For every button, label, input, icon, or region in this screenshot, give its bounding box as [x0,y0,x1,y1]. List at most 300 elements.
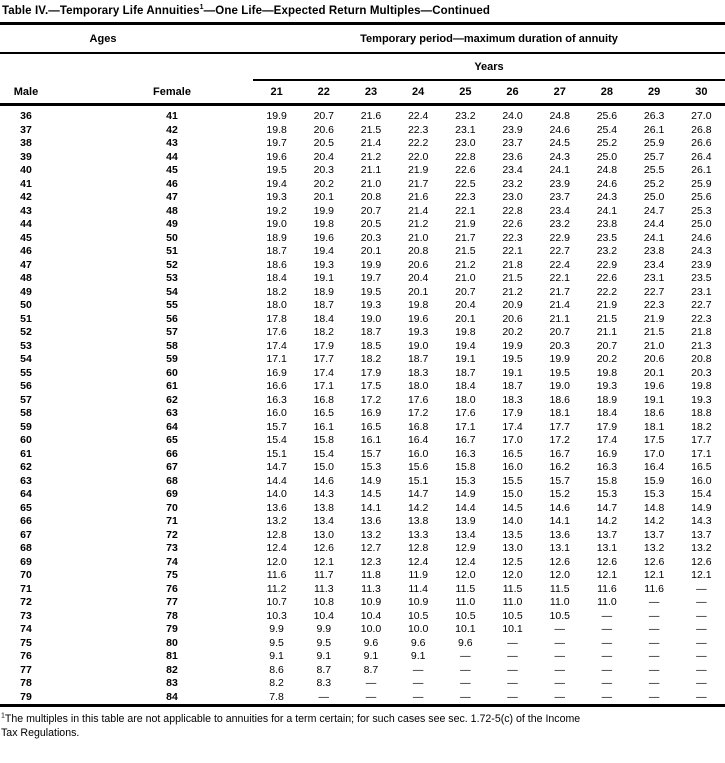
multiple-value-cell: — [460,663,471,676]
multiple-value-cell: 9.6 [363,636,379,649]
multiple-value-cell: 12.3 [360,555,382,568]
multiple-value-cell: 14.9 [691,501,712,514]
multiple-value-cell: 19.6 [266,150,287,163]
multiple-value-cell: 22.1 [455,204,476,217]
female-age-cell: 44 [166,150,178,163]
multiple-value-cell: 20.2 [596,353,618,365]
multiple-value-cell: 18.2 [313,326,335,338]
multiple-value-cell: — [696,623,707,635]
multiple-value-cell: 21.1 [549,312,570,325]
multiple-value-cell: 15.7 [360,447,382,460]
multiple-value-cell: 24.3 [549,150,570,163]
table-row [0,448,725,462]
multiple-value-cell: 21.4 [407,204,429,217]
multiple-value-cell: 13.2 [643,542,665,554]
multiple-value-cell: 20.8 [691,353,712,365]
multiple-value-cell: 16.0 [502,461,523,473]
multiple-value-cell: 22.9 [596,258,618,271]
multiple-value-cell: 22.0 [407,150,429,163]
multiple-value-cell: 17.0 [502,434,523,446]
female-age-cell: 60 [166,366,178,379]
multiple-value-cell: 16.6 [266,380,287,392]
female-age-cell: 66 [166,447,178,460]
multiple-value-cell: 16.4 [643,461,665,473]
multiple-value-cell: 7.8 [269,690,284,703]
table-row [0,691,725,706]
multiple-value-cell: 13.2 [266,515,287,527]
multiple-value-cell: 23.5 [596,231,618,244]
multiple-value-cell: 18.3 [407,366,429,379]
multiple-value-cell: — [648,677,660,689]
multiple-value-cell: 22.8 [502,204,523,217]
multiple-value-cell: 20.7 [360,204,382,217]
male-age-cell: 51 [20,312,32,325]
multiple-value-cell: — [696,650,707,662]
multiple-value-cell: — [601,650,613,662]
multiple-value-cell: 20.6 [502,312,523,325]
multiple-value-cell: — [648,623,660,635]
female-age-cell: 45 [166,164,178,176]
table-row [0,407,725,421]
multiple-value-cell: 14.3 [313,488,335,500]
multiple-value-cell: 14.0 [266,488,287,500]
multiple-value-cell: 19.4 [266,177,287,190]
multiple-value-cell: 15.8 [313,434,335,446]
multiple-value-cell: 16.0 [691,474,712,487]
multiple-value-cell: 18.0 [266,299,287,311]
multiple-value-cell: — [648,596,660,608]
multiple-value-cell: 24.6 [596,177,618,190]
year-column-header: 25 [442,80,489,105]
table-row [0,623,725,637]
multiple-value-cell: 8.7 [316,663,332,676]
multiple-value-cell: 21.2 [360,150,382,163]
multiple-value-cell: 23.2 [596,245,618,257]
table-row [0,105,725,124]
multiple-value-cell: 23.2 [455,110,476,122]
multiple-value-cell: 18.2 [360,353,382,365]
multiple-value-cell: 21.7 [455,231,476,244]
multiple-value-cell: 22.1 [502,245,523,257]
multiple-value-cell: 17.7 [691,434,712,446]
multiple-value-cell: 11.6 [644,582,664,595]
male-age-cell: 76 [20,650,32,662]
multiple-value-cell: 19.1 [502,366,523,379]
multiple-value-cell: 24.8 [596,164,618,176]
multiple-value-cell: 19.9 [549,353,570,365]
multiple-value-cell: 11.5 [455,582,476,595]
multiple-value-cell: 14.2 [407,501,429,514]
table-row [0,542,725,556]
male-age-cell: 47 [20,258,32,271]
multiple-value-cell: 16.3 [596,461,618,473]
multiple-value-cell: 19.9 [313,204,335,217]
multiple-value-cell: 22.3 [691,312,712,325]
multiple-value-cell: 20.6 [643,353,665,365]
male-age-cell: 45 [20,231,32,244]
male-age-cell: 71 [20,582,32,595]
multiple-value-cell: 18.4 [266,272,287,284]
multiple-value-cell: 16.3 [266,393,287,406]
multiple-value-cell: 18.8 [691,407,712,419]
multiple-value-cell: 12.1 [643,569,665,581]
table-row [0,178,725,192]
multiple-value-cell: 13.6 [549,528,570,541]
multiple-value-cell: 18.9 [313,285,335,298]
multiple-value-cell: 16.7 [549,447,570,460]
multiple-value-cell: 19.8 [455,326,476,338]
multiple-value-cell: 18.9 [266,231,287,244]
multiple-value-cell: 22.7 [549,245,570,257]
multiple-value-cell: 15.0 [313,461,335,473]
multiple-value-cell: 18.7 [502,380,523,392]
table-row [0,151,725,165]
multiple-value-cell: 9.6 [410,636,426,649]
multiple-value-cell: 12.1 [313,555,335,568]
multiple-value-cell: 26.3 [643,110,665,122]
multiple-value-cell: 13.1 [549,542,570,554]
multiple-value-cell: 15.8 [596,474,618,487]
multiple-value-cell: 19.9 [360,258,382,271]
multiple-value-cell: 14.6 [313,474,335,487]
multiple-value-cell: 13.0 [313,528,335,541]
table-row [0,556,725,570]
multiple-value-cell: 22.3 [455,191,476,203]
table-row [0,380,725,394]
multiple-value-cell: 24.1 [549,164,570,176]
female-age-cell: 54 [166,285,178,298]
male-age-cell: 73 [20,609,32,622]
multiple-value-cell: 13.4 [313,515,335,527]
male-age-cell: 60 [20,434,32,446]
multiple-value-cell: 17.9 [502,407,523,419]
male-age-cell: 39 [20,150,32,163]
multiple-value-cell: 16.1 [313,420,335,433]
multiple-value-cell: 12.4 [455,555,476,568]
multiple-value-cell: 21.5 [643,326,665,338]
multiple-value-cell: 12.8 [266,528,287,541]
multiple-value-cell: 19.3 [596,380,618,392]
male-age-cell: 44 [20,218,32,230]
multiple-value-cell: 12.4 [407,555,429,568]
multiple-value-cell: 15.7 [549,474,570,487]
multiple-value-cell: 16.0 [266,407,287,419]
male-age-cell: 53 [20,339,32,352]
male-age-cell: 36 [20,110,32,122]
multiple-value-cell: 26.6 [691,137,712,149]
male-age-cell: 79 [20,690,32,703]
multiple-value-cell: — [696,677,707,689]
female-age-cell: 81 [166,650,178,662]
multiple-value-cell: 18.7 [266,245,287,257]
multiple-value-cell: — [460,650,471,662]
multiple-value-cell: 25.5 [643,164,665,176]
female-age-cell: 47 [166,191,178,203]
multiple-value-cell: 20.1 [360,245,382,257]
table-row [0,259,725,273]
male-age-cell: 50 [20,299,32,311]
multiple-value-cell: 22.9 [549,231,570,244]
male-age-cell: 63 [20,474,32,487]
multiple-value-cell: 12.0 [549,569,570,581]
multiple-value-cell: — [318,690,330,703]
table-row [0,677,725,691]
multiple-value-cell: 17.4 [266,339,287,352]
female-age-cell: 75 [166,569,178,581]
table-row [0,191,725,205]
female-age-cell: 52 [166,258,178,271]
multiple-value-cell: 19.6 [313,231,335,244]
table-row [0,340,725,354]
multiple-value-cell: 11.0 [549,596,570,608]
table-row [0,367,725,381]
multiple-value-cell: 13.1 [596,542,618,554]
multiple-value-cell: 15.3 [360,461,382,473]
multiple-value-cell: 13.4 [455,528,476,541]
multiple-value-cell: 19.9 [266,110,287,122]
multiple-value-cell: 12.9 [455,542,476,554]
year-column-header: 23 [347,80,394,105]
table-title-post: —One Life—Expected Return Multiples—Continued [203,5,490,17]
multiple-value-cell: 23.2 [549,218,570,230]
multiple-value-cell: 21.1 [360,164,382,176]
female-age-cell: 46 [166,177,178,190]
multiple-value-cell: 17.7 [313,353,335,365]
table-row [0,488,725,502]
female-age-cell: 84 [166,690,178,703]
multiple-value-cell: 17.5 [643,434,665,446]
male-age-cell: 40 [20,164,32,176]
multiple-value-cell: 17.9 [596,420,618,433]
multiple-value-cell: — [696,636,707,649]
multiple-value-cell: 14.0 [502,515,523,527]
female-age-cell: 69 [166,488,178,500]
multiple-value-cell: 19.4 [313,245,335,257]
multiple-value-cell: 17.2 [407,407,429,419]
male-age-cell: 41 [20,177,32,190]
male-age-cell: 75 [20,636,32,649]
female-age-cell: 53 [166,272,178,284]
multiple-value-cell: 18.9 [596,393,618,406]
multiple-value-cell: 19.8 [407,299,429,311]
multiple-value-cell: 18.4 [313,312,335,325]
year-column-header: 24 [395,80,442,105]
multiple-value-cell: 21.9 [596,299,618,311]
multiple-value-cell: — [507,690,518,703]
multiple-value-cell: 11.3 [313,582,334,595]
multiple-value-cell: — [601,623,613,635]
multiple-value-cell: 15.4 [691,488,712,500]
multiple-value-cell: 19.7 [360,272,382,284]
multiple-value-cell: 21.9 [643,312,665,325]
multiple-value-cell: 24.6 [549,123,570,136]
multiple-value-cell: 20.5 [360,218,382,230]
multiple-value-cell: 18.6 [643,407,665,419]
multiple-value-cell: — [554,663,565,676]
multiple-value-cell: 12.6 [313,542,335,554]
multiple-value-cell: 12.6 [643,555,665,568]
multiple-value-cell: 16.5 [313,407,335,419]
table-title-pre: Table IV.—Temporary Life Annuities [2,5,200,17]
multiple-value-cell: 17.9 [360,366,382,379]
female-age-cell: 82 [166,663,178,676]
year-column-header: 30 [678,80,725,105]
multiple-value-cell: 18.0 [455,393,476,406]
multiple-value-cell: 19.0 [360,312,382,325]
multiple-value-cell: 13.5 [502,528,523,541]
multiple-value-cell: 25.2 [643,177,665,190]
multiple-value-cell: 10.0 [360,623,382,635]
multiple-value-cell: 13.6 [360,515,382,527]
table-body [0,105,725,706]
multiple-value-cell: 26.1 [691,164,712,176]
multiple-value-cell: 18.4 [596,407,618,419]
multiple-value-cell: 25.0 [691,218,712,230]
multiple-value-cell: 9.9 [269,623,284,635]
multiple-value-cell: 21.8 [502,258,523,271]
female-age-cell: 59 [166,353,178,365]
multiple-value-cell: 15.1 [266,447,287,460]
multiple-value-cell: 14.3 [691,515,712,527]
multiple-value-cell: 21.2 [455,258,476,271]
multiple-value-cell: — [412,690,424,703]
multiple-value-cell: 13.2 [360,528,382,541]
multiple-value-cell: 17.4 [502,420,523,433]
multiple-value-cell: 23.5 [691,272,712,284]
multiple-value-cell: 23.2 [502,177,523,190]
female-age-cell: 83 [166,677,178,689]
male-age-cell: 69 [20,555,32,568]
table-row [0,664,725,678]
multiple-value-cell: 13.6 [266,501,287,514]
male-age-cell: 38 [20,137,32,149]
male-age-cell: 52 [20,326,32,338]
multiple-value-cell: 11.7 [313,569,334,581]
group-header-row [0,24,725,54]
multiple-value-cell: 23.8 [596,218,618,230]
male-age-cell: 72 [20,596,32,608]
multiple-value-cell: 16.7 [455,434,476,446]
multiple-value-cell: 14.7 [266,461,287,473]
multiple-value-cell: 17.5 [360,380,382,392]
multiple-value-cell: 12.5 [502,555,523,568]
table-title [0,0,725,22]
multiple-value-cell: 18.7 [455,366,476,379]
multiple-value-cell: 13.8 [313,501,335,514]
multiple-value-cell: 24.1 [643,231,665,244]
multiple-value-cell: 22.1 [549,272,570,284]
multiple-value-cell: 20.8 [360,191,382,203]
table-row [0,326,725,340]
multiple-value-cell: 8.3 [316,677,332,689]
multiple-value-cell: 20.8 [407,245,429,257]
multiple-value-cell: 17.7 [549,420,570,433]
multiple-value-cell: 21.6 [407,191,429,203]
table-row [0,421,725,435]
table-row [0,637,725,651]
multiple-value-cell: 24.0 [502,110,523,122]
multiple-value-cell: 18.3 [502,393,523,406]
female-age-cell: 50 [166,231,178,244]
multiple-value-cell: 25.0 [596,150,618,163]
multiple-value-cell: 16.1 [360,434,382,446]
multiple-value-cell: 19.5 [502,353,523,365]
multiple-value-cell: 9.1 [316,650,332,662]
female-age-cell: 74 [166,555,178,568]
multiple-value-cell: 17.6 [407,393,429,406]
multiple-value-cell: 22.8 [455,150,476,163]
multiple-value-cell: 17.1 [266,353,287,365]
multiple-value-cell: 19.6 [643,380,665,392]
male-age-cell: 59 [20,420,32,433]
multiple-value-cell: 25.0 [643,191,665,203]
multiple-value-cell: 14.5 [360,488,382,500]
multiple-value-cell: 17.4 [596,434,618,446]
table-row [0,299,725,313]
year-column-header: 22 [300,80,347,105]
column-header-row [0,80,725,105]
multiple-value-cell: 11.9 [408,569,428,581]
female-age-cell: 79 [166,623,178,635]
multiple-value-cell: 20.5 [313,137,335,149]
multiple-value-cell: 12.6 [549,555,570,568]
multiple-value-cell: 15.0 [502,488,523,500]
multiple-value-cell: 15.2 [549,488,570,500]
multiple-value-cell: 14.7 [407,488,429,500]
multiple-value-cell: 26.8 [691,123,712,136]
table-row [0,434,725,448]
multiple-value-cell: 19.1 [313,272,335,284]
table-row [0,232,725,246]
multiple-value-cell: 19.0 [407,339,429,352]
multiple-value-cell: 14.4 [455,501,476,514]
multiple-value-cell: 22.2 [407,137,429,149]
multiple-value-cell: 12.0 [266,555,287,568]
multiple-value-cell: 18.1 [549,407,570,419]
multiple-value-cell: 20.3 [360,231,382,244]
multiple-value-cell: 10.4 [313,609,335,622]
multiple-value-cell: 20.7 [549,326,570,338]
multiple-value-cell: 15.9 [643,474,665,487]
multiple-value-cell: 21.6 [360,110,382,122]
multiple-value-cell: 27.0 [691,110,712,122]
multiple-value-cell: 19.1 [643,393,665,406]
multiple-value-cell: 25.6 [596,110,618,122]
table-row [0,137,725,151]
male-age-cell: 43 [20,204,32,217]
multiple-value-cell: 15.3 [455,474,476,487]
multiple-value-cell: 15.3 [643,488,665,500]
multiple-value-cell: 17.1 [691,447,712,460]
female-age-cell: 80 [166,636,178,649]
multiple-value-cell: 15.8 [455,461,476,473]
multiple-value-cell: 13.7 [643,528,665,541]
multiple-value-cell: 21.0 [360,177,382,190]
multiple-value-cell: 17.8 [266,312,287,325]
multiple-value-cell: 23.9 [549,177,570,190]
multiple-value-cell: 16.9 [596,447,618,460]
multiple-value-cell: 8.7 [363,663,379,676]
male-age-cell: 55 [20,366,32,379]
multiple-value-cell: 19.5 [549,366,570,379]
multiple-value-cell: 17.9 [313,339,335,352]
multiple-value-cell: 23.4 [502,164,523,176]
female-age-cell: 68 [166,474,178,487]
multiple-value-cell: 18.7 [313,299,335,311]
footnote [0,712,725,740]
multiple-value-cell: 20.2 [313,177,335,190]
multiple-value-cell: 23.9 [691,258,712,271]
